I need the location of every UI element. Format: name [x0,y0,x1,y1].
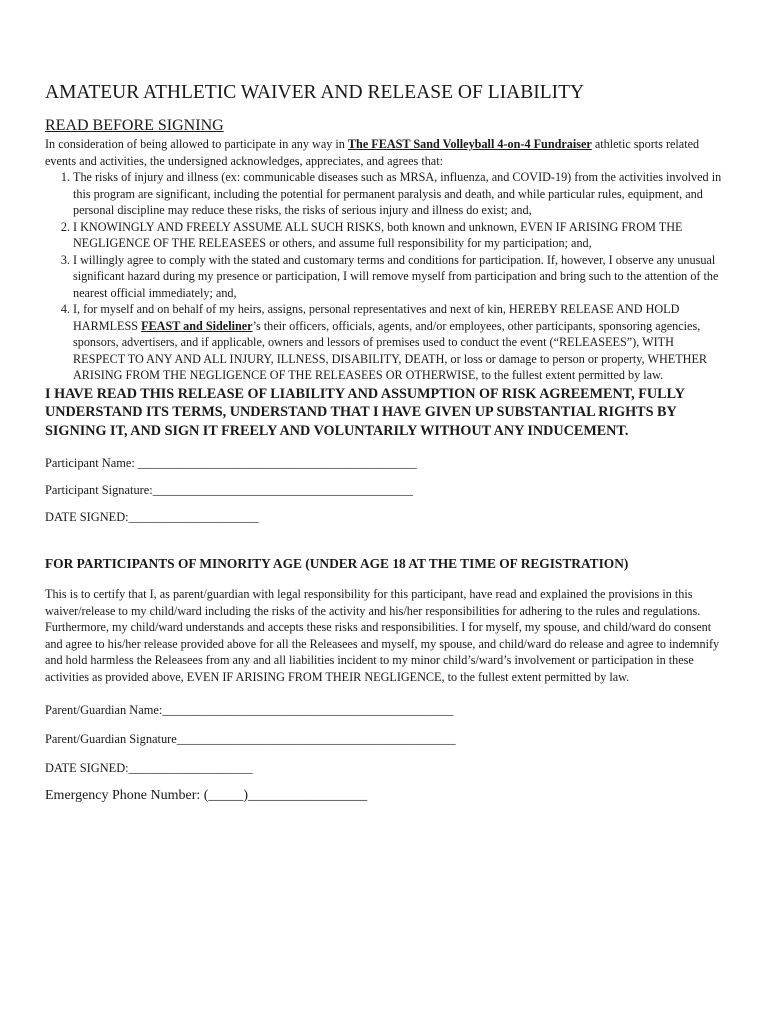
waiver-document [45,80,727,804]
intro-text-after: athletic sports related events and activities, the undersigned acknowledges, appreciates, and agrees that: [45,137,700,168]
guardian-name-field[interactable]: Parent/Guardian Name:_______________________________________________ [45,703,454,717]
minor-section-heading: FOR PARTICIPANTS OF MINORITY AGE (UNDER AGE 18 AT THE TIME OF REGISTRATION) [45,556,629,571]
read-before-signing-heading: READ BEFORE SIGNING [45,117,224,134]
acknowledgement-statement: I HAVE READ THIS RELEASE OF LIABILITY AND ASSUMPTION OF RISK AGREEMENT, FULLY UNDERSTAND ITS TERMS, UNDERSTAND THAT I HAVE GIVEN UP SUBSTANTIAL RIGHTS BY SIGNING IT, AND SIGN IT FREELY AND VOLUNTARILY WITHOUT ANY INDUCEMENT. [45,385,685,439]
term-item-4 [73,301,727,384]
term-item-4-before: I, for myself and on behalf of my heirs, assigns, personal representatives and next of kin, HEREBY RELEASE AND HOLD HARMLESS [73,302,680,333]
intro-paragraph [45,136,727,169]
intro-text-before: In consideration of being allowed to participate in any way in [45,137,348,151]
term-item-4-after: ’s their officers, officials, agents, and/or employees, other participants, sponsoring agencies, sponsors, advertisers, and if applicable, owners and lessors of premises used to conduct the event (“RELEASEES”), WITH RESPECT TO ANY AND ALL INJURY, ILLNESS, DISABILITY, DEATH, or loss or damage to person or property, WHETHER ARISING FROM THE NEGLIGENCE OF THE RELEASEES OR OTHERWISE, to the fullest extent permitted by law. [73,318,708,382]
terms-list [45,169,727,384]
term-item-1: 1. The risks of injury and illness (ex: communicable diseases such as MRSA, influenza, and COVID-19) from the activities involved in this program are significant, including the potential for permanent paralysis and death, and while particular rules, equipment, and personal discipline may reduce these risks, the risks of serious injury and illness do exist; and, [73,169,727,219]
guardian-certification-text: This is to certify that I, as parent/guardian with legal responsibility for this participant, have read and explained the provisions in this waiver/release to my child/ward including the risks of the activity and his/her responsibilities for adhering to the rules and regulations. Furthermore, my child/ward understands and accepts these risks and responsibilities. I for myself, my spouse, and child/ward do consent and agree to his/her release provided above for all the Releasees and myself, my spouse, and child/ward do release and agree to indemnify and hold harmless the Releasees from any and all liabilities incident to my minor child’s/ward’s involvement or participation in these activities as provided above, EVEN IF ARISING FROM THEIR NEGLIGENCE, to the fullest extent permitted by law. [45,587,720,684]
term-item-3: 3. I willingly agree to comply with the stated and customary terms and conditions for participation. If, however, I observe any unusual significant hazard during my presence or participation, I will remove myself from participation and bring such to the attention of the nearest official immediately; and, [73,252,727,302]
event-name: The FEAST Sand Volleyball 4-on-4 Fundraiser [347,137,592,151]
guardian-date-field[interactable]: DATE SIGNED:____________________ [45,761,253,775]
participant-signature-field[interactable]: Participant Signature:__________________________________________ [45,483,413,497]
organization-name: FEAST and Sideliner [141,318,253,333]
term-item-2: 2. I KNOWINGLY AND FREELY ASSUME ALL SUCH RISKS, both known and unknown, EVEN IF ARISING FROM THE NEGLIGENCE OF THE RELEASEES or others, and assume full responsibility for my participation; and, [73,219,727,252]
emergency-phone-field[interactable]: Emergency Phone Number: (_____)_________________ [45,788,368,803]
participant-date-field[interactable]: DATE SIGNED:_____________________ [45,510,259,524]
participant-name-field[interactable]: Participant Name: _____________________________________________ [45,456,417,470]
guardian-signature-field[interactable]: Parent/Guardian Signature_____________________________________________ [45,732,456,746]
document-title: AMATEUR ATHLETIC WAIVER AND RELEASE OF LIABILITY [45,82,585,103]
